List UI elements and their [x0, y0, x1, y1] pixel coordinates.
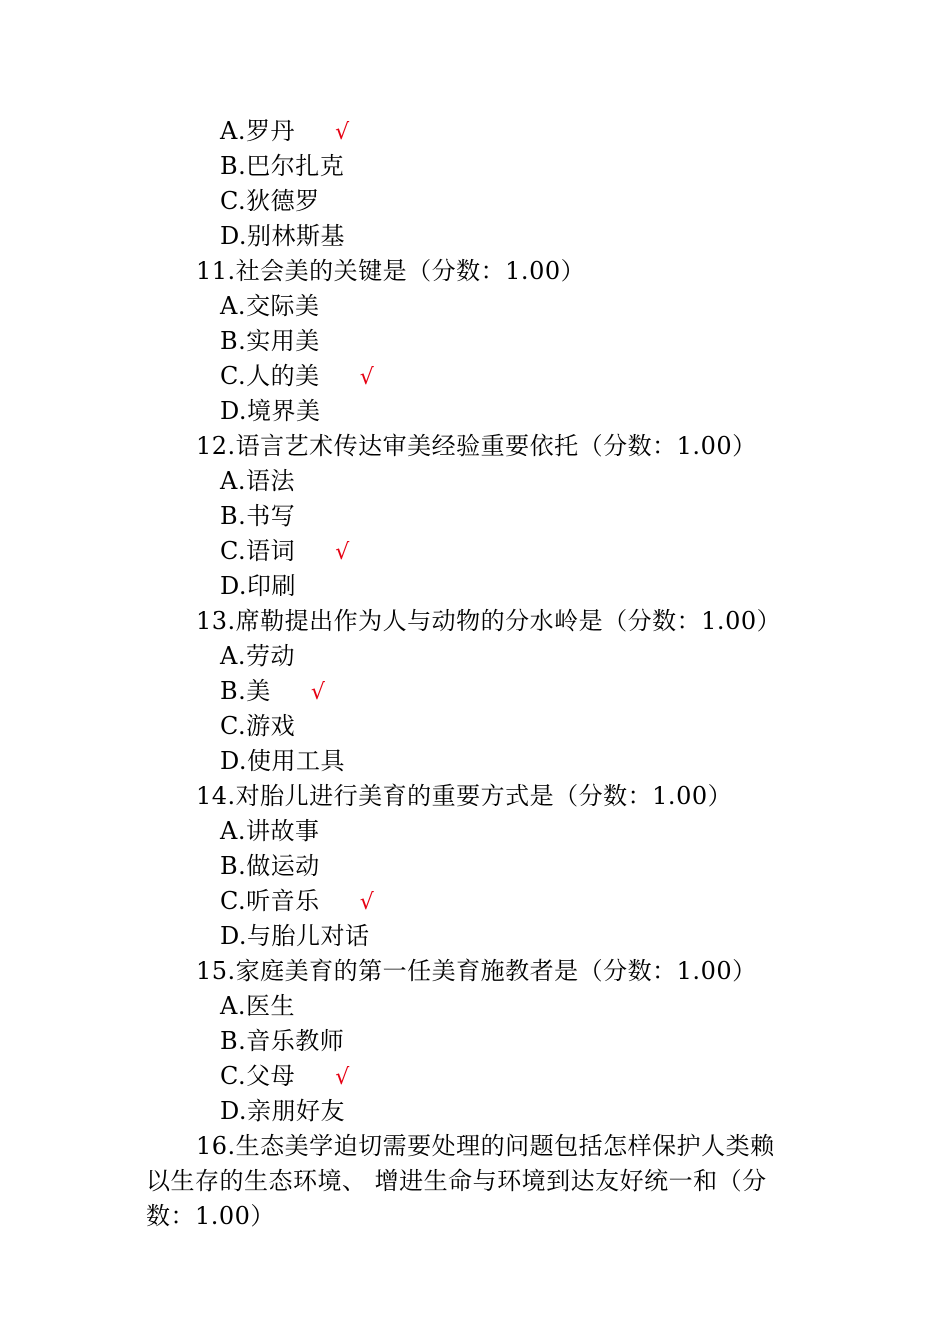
q15-option-d	[220, 1094, 345, 1129]
q15-option-b	[220, 1024, 344, 1059]
option-label: A.语法	[220, 467, 295, 495]
q13-option-d	[220, 744, 345, 779]
option-label: A.讲故事	[220, 817, 320, 845]
correct-check-icon: √	[335, 540, 350, 565]
question-14: 14.对胎儿进行美育的重要方式是（分数：1.00）	[196, 782, 733, 810]
option-label: C.狄德罗	[220, 187, 320, 215]
question-16-line-3: 数：1.00）	[146, 1202, 275, 1230]
correct-check-icon: √	[310, 680, 326, 705]
q12-option-b	[220, 499, 295, 534]
option-label: D.亲朋好友	[220, 1097, 346, 1125]
q15-option-c	[220, 1059, 350, 1094]
option-label: B.书写	[220, 502, 296, 530]
q10-option-c	[220, 184, 320, 219]
option-label: D.与胎儿对话	[220, 922, 370, 950]
q12-option-c	[220, 534, 350, 569]
q13-option-a	[220, 639, 295, 674]
option-label: B.美	[220, 677, 271, 705]
option-label: D.别林斯基	[220, 222, 346, 250]
question-13: 13.席勒提出作为人与动物的分水岭是（分数：1.00）	[196, 607, 782, 635]
question-16-line-1: 16.生态美学迫切需要处理的问题包括怎样保护人类赖	[196, 1132, 775, 1160]
q11-option-c	[220, 359, 374, 394]
option-label: A.交际美	[220, 292, 320, 320]
option-label: D.使用工具	[220, 747, 346, 775]
q15-option-a	[220, 989, 295, 1024]
option-label: D.印刷	[220, 572, 297, 600]
option-label: C.游戏	[220, 712, 296, 740]
option-label: C.语词	[220, 537, 296, 565]
q11-option-b	[220, 324, 320, 359]
q10-option-b	[220, 149, 344, 184]
option-label: A.罗丹	[220, 117, 295, 145]
question-15: 15.家庭美育的第一任美育施教者是（分数：1.00）	[196, 957, 757, 985]
correct-check-icon: √	[359, 890, 375, 915]
option-label: B.巴尔扎克	[220, 152, 345, 180]
q10-option-d	[220, 219, 345, 254]
q14-option-d	[220, 919, 370, 954]
correct-check-icon: √	[335, 1065, 350, 1090]
q12-option-a	[220, 464, 295, 499]
q14-option-c	[220, 884, 374, 919]
q14-option-a	[220, 814, 319, 849]
option-label: C.人的美	[220, 362, 320, 390]
question-11: 11.社会美的关键是（分数：1.00）	[196, 257, 586, 285]
option-label: D.境界美	[220, 397, 321, 425]
q11-option-a	[220, 289, 319, 324]
option-label: A.医生	[220, 992, 295, 1020]
option-label: B.做运动	[220, 852, 320, 880]
option-label: B.实用美	[220, 327, 320, 355]
question-12: 12.语言艺术传达审美经验重要依托（分数：1.00）	[196, 432, 757, 460]
option-label: B.音乐教师	[220, 1027, 345, 1055]
q12-option-d	[220, 569, 296, 604]
q13-option-c	[220, 709, 295, 744]
question-16-line-2: 以生存的生态环境、 增进生命与环境到达友好统一和（分	[146, 1167, 767, 1195]
q11-option-d	[220, 394, 321, 429]
q13-option-b	[220, 674, 325, 709]
correct-check-icon: √	[359, 365, 375, 390]
q14-option-b	[220, 849, 320, 884]
option-label: C.听音乐	[220, 887, 320, 915]
q10-option-a	[220, 114, 350, 149]
correct-check-icon: √	[335, 120, 350, 145]
option-label: A.劳动	[220, 642, 295, 670]
option-label: C.父母	[220, 1062, 296, 1090]
